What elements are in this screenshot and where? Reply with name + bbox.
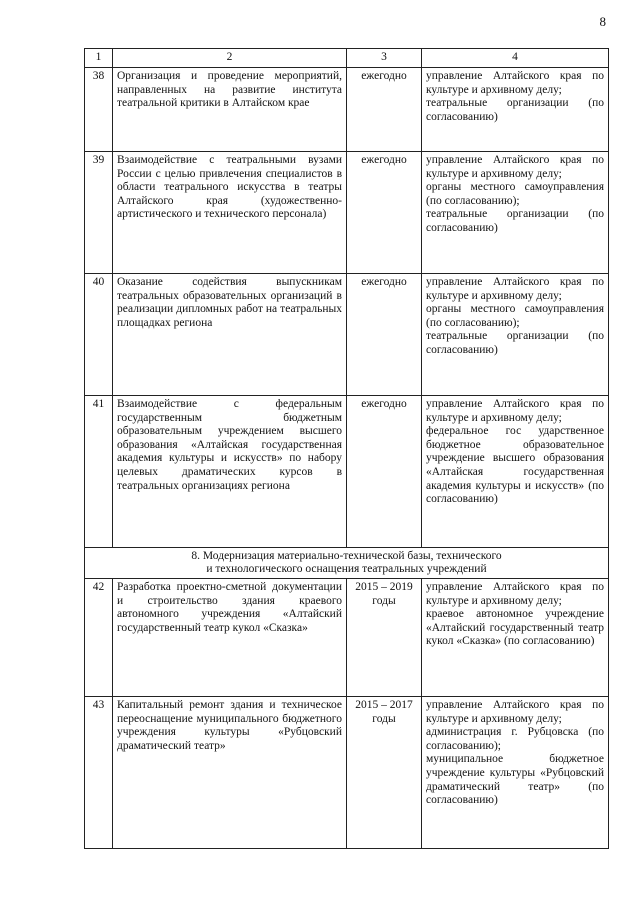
measure-name: Организация и проведение мероприятий, направленных на развитие института театральной критики в Алтайском крае (113, 68, 347, 152)
column-number-row (85, 49, 609, 68)
measure-name: Оказание содействия выпускникам театральных образовательных организаций в реализации дипломных работ на театральных площадках региона (113, 274, 347, 396)
executor-line: управление Алтайского края по культуре и архивному делу; (426, 699, 604, 725)
executor-line: театральные организации (по согласованию) (426, 208, 604, 234)
table-row (85, 152, 609, 274)
column-number-4: 4 (422, 49, 609, 68)
responsible-executors (422, 68, 609, 152)
column-number-3: 3 (347, 49, 422, 68)
executor-line: управление Алтайского края по культуре и архивному делу; (426, 398, 604, 424)
measure-term: ежегодно (347, 396, 422, 548)
executor-line: органы местного самоуправления (по согласованию); (426, 303, 604, 329)
executor-line: управление Алтайского края по культуре и архивному делу; (426, 70, 604, 96)
measure-term: ежегодно (347, 152, 422, 274)
section-heading-line: 8. Модернизация материально-технической базы, технического (191, 550, 502, 562)
table-row (85, 697, 609, 849)
executor-line: муниципальное бюджетное учреждение культуры «Рубцовский драматический театр» (по согласованию) (426, 753, 604, 807)
row-number: 43 (85, 697, 113, 849)
table-row (85, 274, 609, 396)
row-number: 41 (85, 396, 113, 548)
responsible-executors (422, 697, 609, 849)
measure-term: 2015 – 2019 годы (347, 579, 422, 697)
executor-line: управление Алтайского края по культуре и архивному делу; (426, 154, 604, 180)
measure-name: Разработка проектно-сметной документации и строительство здания краевого автономного учреждения «Алтайский государственный театр кукол «Сказка» (113, 579, 347, 697)
measures-table (84, 48, 609, 849)
responsible-executors (422, 274, 609, 396)
column-number-1: 1 (85, 49, 113, 68)
responsible-executors (422, 152, 609, 274)
executor-line: театральные организации (по согласованию) (426, 97, 604, 123)
section-heading-row (85, 548, 609, 579)
row-number: 38 (85, 68, 113, 152)
executor-line: управление Алтайского края по культуре и архивному делу; (426, 276, 604, 302)
table-row (85, 579, 609, 697)
responsible-executors (422, 396, 609, 548)
measure-name: Капитальный ремонт здания и техническое переоснащение муниципального бюджетного учреждения культуры «Рубцовский драматический театр» (113, 697, 347, 849)
page-number: 8 (599, 14, 606, 29)
section-heading (85, 548, 609, 579)
measure-term: 2015 – 2017 годы (347, 697, 422, 849)
measure-name: Взаимодействие с театральными вузами России с целью привлечения специалистов в области театрального искусства в театры Алтайского края (художественно-артистического и технического персонала) (113, 152, 347, 274)
executor-line: управление Алтайского края по культуре и архивному делу; (426, 581, 604, 607)
table-row (85, 396, 609, 548)
measure-term: ежегодно (347, 274, 422, 396)
table-row (85, 68, 609, 152)
row-number: 42 (85, 579, 113, 697)
measure-name: Взаимодействие с федеральным государственным бюджетным образовательным учреждением высшего образования «Алтайская государственная академия культуры и искусств» по набору целевых драматических курсов в театральных организациях региона (113, 396, 347, 548)
executor-line: краевое автономное учреждение «Алтайский государственный театр кукол «Сказка» (по согласованию) (426, 608, 604, 648)
executor-line: федеральное гос ударственное бюджетное образовательное учреждение высшего образования «Алтайская государственная академия культуры и искусств» (по согласованию) (426, 425, 604, 506)
executor-line: театральные организации (по согласованию) (426, 330, 604, 356)
row-number: 39 (85, 152, 113, 274)
measure-term: ежегодно (347, 68, 422, 152)
executor-line: органы местного самоуправления (по согласованию); (426, 181, 604, 207)
column-number-2: 2 (113, 49, 347, 68)
section-heading-line: и технологического оснащения театральных учреждений (206, 563, 487, 575)
executor-line: администрация г. Рубцовска (по согласованию); (426, 726, 604, 752)
responsible-executors (422, 579, 609, 697)
row-number: 40 (85, 274, 113, 396)
